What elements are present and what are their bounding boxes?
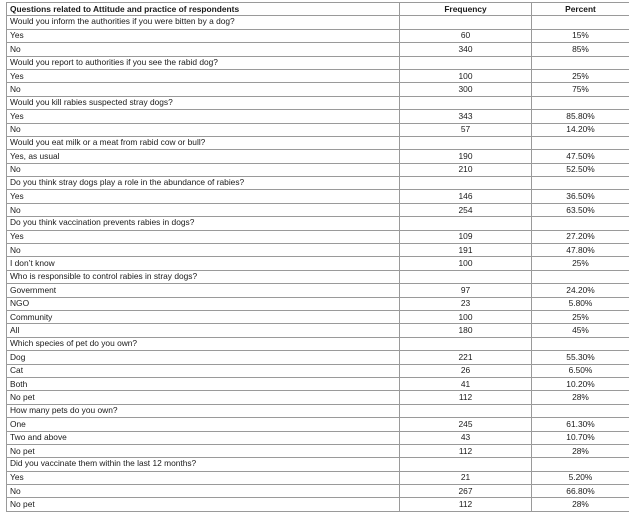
question-label: Would you inform the authorities if you were bitten by a dog? bbox=[7, 16, 400, 29]
answer-label: Dog bbox=[7, 351, 400, 364]
answer-row bbox=[7, 244, 629, 257]
answer-row bbox=[7, 324, 629, 337]
question-frequency-cell bbox=[400, 56, 532, 69]
answer-percent: 45% bbox=[532, 324, 629, 337]
answer-percent: 28% bbox=[532, 444, 629, 457]
question-percent-cell bbox=[532, 96, 629, 109]
question-frequency-cell bbox=[400, 16, 532, 29]
answer-row bbox=[7, 418, 629, 431]
question-percent-cell bbox=[532, 404, 629, 417]
answer-percent: 28% bbox=[532, 498, 629, 511]
answer-percent: 47.50% bbox=[532, 150, 629, 163]
answer-percent: 66.80% bbox=[532, 485, 629, 498]
question-row bbox=[7, 177, 629, 190]
answer-percent: 85% bbox=[532, 43, 629, 56]
answer-row bbox=[7, 364, 629, 377]
header-percent: Percent bbox=[532, 3, 629, 16]
answer-row bbox=[7, 297, 629, 310]
answer-frequency: 26 bbox=[400, 364, 532, 377]
answer-row bbox=[7, 163, 629, 176]
answer-label: Cat bbox=[7, 364, 400, 377]
answer-percent: 10.70% bbox=[532, 431, 629, 444]
answer-label: Two and above bbox=[7, 431, 400, 444]
header-frequency: Frequency bbox=[400, 3, 532, 16]
answer-percent: 27.20% bbox=[532, 230, 629, 243]
question-row bbox=[7, 96, 629, 109]
question-label: Which species of pet do you own? bbox=[7, 337, 400, 350]
answer-label: Both bbox=[7, 377, 400, 390]
answer-row bbox=[7, 310, 629, 323]
answer-frequency: 112 bbox=[400, 444, 532, 457]
answer-row bbox=[7, 284, 629, 297]
answer-percent: 25% bbox=[532, 310, 629, 323]
answer-percent: 47.80% bbox=[532, 244, 629, 257]
answer-percent: 55.30% bbox=[532, 351, 629, 364]
answer-frequency: 267 bbox=[400, 485, 532, 498]
answer-label: I don’t know bbox=[7, 257, 400, 270]
answer-label: Yes bbox=[7, 230, 400, 243]
answer-label: All bbox=[7, 324, 400, 337]
answer-percent: 15% bbox=[532, 29, 629, 42]
answer-row bbox=[7, 190, 629, 203]
question-row bbox=[7, 404, 629, 417]
question-frequency-cell bbox=[400, 136, 532, 149]
question-label: Did you vaccinate them within the last 12 months? bbox=[7, 458, 400, 471]
question-row bbox=[7, 56, 629, 69]
answer-frequency: 57 bbox=[400, 123, 532, 136]
answer-frequency: 97 bbox=[400, 284, 532, 297]
question-frequency-cell bbox=[400, 96, 532, 109]
question-row bbox=[7, 16, 629, 29]
answer-label: Yes, as usual bbox=[7, 150, 400, 163]
answer-label: Community bbox=[7, 310, 400, 323]
header-question: Questions related to Attitude and practice of respondents bbox=[7, 3, 400, 16]
answer-frequency: 210 bbox=[400, 163, 532, 176]
answer-label: No bbox=[7, 203, 400, 216]
answer-label: No bbox=[7, 83, 400, 96]
answer-percent: 25% bbox=[532, 257, 629, 270]
answer-label: No bbox=[7, 485, 400, 498]
answer-label: Yes bbox=[7, 110, 400, 123]
answer-label: No bbox=[7, 244, 400, 257]
answer-label: No bbox=[7, 43, 400, 56]
question-label: Do you think vaccination prevents rabies in dogs? bbox=[7, 217, 400, 230]
answer-row bbox=[7, 150, 629, 163]
answer-frequency: 112 bbox=[400, 391, 532, 404]
question-label: Do you think stray dogs play a role in the abundance of rabies? bbox=[7, 177, 400, 190]
answer-label: No bbox=[7, 163, 400, 176]
question-percent-cell bbox=[532, 458, 629, 471]
question-percent-cell bbox=[532, 16, 629, 29]
answer-row bbox=[7, 69, 629, 82]
answer-percent: 61.30% bbox=[532, 418, 629, 431]
answer-frequency: 21 bbox=[400, 471, 532, 484]
answer-frequency: 100 bbox=[400, 257, 532, 270]
answer-frequency: 221 bbox=[400, 351, 532, 364]
answer-percent: 63.50% bbox=[532, 203, 629, 216]
question-percent-cell bbox=[532, 177, 629, 190]
answer-percent: 5.80% bbox=[532, 297, 629, 310]
answer-frequency: 191 bbox=[400, 244, 532, 257]
question-row bbox=[7, 217, 629, 230]
question-frequency-cell bbox=[400, 177, 532, 190]
question-label: Would you eat milk or a meat from rabid cow or bull? bbox=[7, 136, 400, 149]
question-row bbox=[7, 270, 629, 283]
answer-frequency: 190 bbox=[400, 150, 532, 163]
answer-frequency: 180 bbox=[400, 324, 532, 337]
answer-frequency: 23 bbox=[400, 297, 532, 310]
answer-percent: 85.80% bbox=[532, 110, 629, 123]
question-label: Would you kill rabies suspected stray dogs? bbox=[7, 96, 400, 109]
answer-label: Yes bbox=[7, 190, 400, 203]
answer-row bbox=[7, 485, 629, 498]
answer-frequency: 343 bbox=[400, 110, 532, 123]
answer-row bbox=[7, 351, 629, 364]
table-header-row bbox=[7, 3, 629, 16]
answer-frequency: 100 bbox=[400, 69, 532, 82]
answer-frequency: 112 bbox=[400, 498, 532, 511]
answer-frequency: 340 bbox=[400, 43, 532, 56]
answer-frequency: 41 bbox=[400, 377, 532, 390]
answer-label: One bbox=[7, 418, 400, 431]
answer-row bbox=[7, 29, 629, 42]
answer-row bbox=[7, 471, 629, 484]
answer-row bbox=[7, 203, 629, 216]
answer-row bbox=[7, 83, 629, 96]
answer-row bbox=[7, 110, 629, 123]
answer-percent: 28% bbox=[532, 391, 629, 404]
answer-label: No pet bbox=[7, 444, 400, 457]
answer-row bbox=[7, 43, 629, 56]
answer-row bbox=[7, 377, 629, 390]
answer-frequency: 300 bbox=[400, 83, 532, 96]
answer-frequency: 254 bbox=[400, 203, 532, 216]
answer-frequency: 245 bbox=[400, 418, 532, 431]
answer-label: Yes bbox=[7, 69, 400, 82]
answer-percent: 52.50% bbox=[532, 163, 629, 176]
answer-row bbox=[7, 230, 629, 243]
answer-frequency: 60 bbox=[400, 29, 532, 42]
answer-frequency: 109 bbox=[400, 230, 532, 243]
question-frequency-cell bbox=[400, 270, 532, 283]
question-row bbox=[7, 337, 629, 350]
answer-row bbox=[7, 257, 629, 270]
answer-percent: 14.20% bbox=[532, 123, 629, 136]
answer-frequency: 100 bbox=[400, 310, 532, 323]
answer-label: Yes bbox=[7, 29, 400, 42]
answer-label: No bbox=[7, 123, 400, 136]
answer-row bbox=[7, 431, 629, 444]
question-frequency-cell bbox=[400, 217, 532, 230]
attitude-practice-table-container bbox=[6, 2, 629, 512]
answer-frequency: 146 bbox=[400, 190, 532, 203]
answer-label: Yes bbox=[7, 471, 400, 484]
answer-label: NGO bbox=[7, 297, 400, 310]
answer-frequency: 43 bbox=[400, 431, 532, 444]
answer-percent: 24.20% bbox=[532, 284, 629, 297]
answer-percent: 25% bbox=[532, 69, 629, 82]
question-label: Who is responsible to control rabies in stray dogs? bbox=[7, 270, 400, 283]
answer-percent: 6.50% bbox=[532, 364, 629, 377]
question-percent-cell bbox=[532, 337, 629, 350]
answer-percent: 75% bbox=[532, 83, 629, 96]
answer-percent: 10.20% bbox=[532, 377, 629, 390]
answer-row bbox=[7, 391, 629, 404]
question-label: Would you report to authorities if you see the rabid dog? bbox=[7, 56, 400, 69]
answer-percent: 5.20% bbox=[532, 471, 629, 484]
answer-row bbox=[7, 444, 629, 457]
question-percent-cell bbox=[532, 217, 629, 230]
question-row bbox=[7, 458, 629, 471]
answer-label: Government bbox=[7, 284, 400, 297]
table-body bbox=[7, 16, 629, 511]
question-frequency-cell bbox=[400, 337, 532, 350]
question-percent-cell bbox=[532, 56, 629, 69]
answer-label: No pet bbox=[7, 391, 400, 404]
question-percent-cell bbox=[532, 270, 629, 283]
question-label: How many pets do you own? bbox=[7, 404, 400, 417]
question-frequency-cell bbox=[400, 458, 532, 471]
answer-row bbox=[7, 123, 629, 136]
question-frequency-cell bbox=[400, 404, 532, 417]
question-row bbox=[7, 136, 629, 149]
answer-label: No pet bbox=[7, 498, 400, 511]
answer-percent: 36.50% bbox=[532, 190, 629, 203]
attitude-practice-table bbox=[6, 2, 629, 512]
question-percent-cell bbox=[532, 136, 629, 149]
